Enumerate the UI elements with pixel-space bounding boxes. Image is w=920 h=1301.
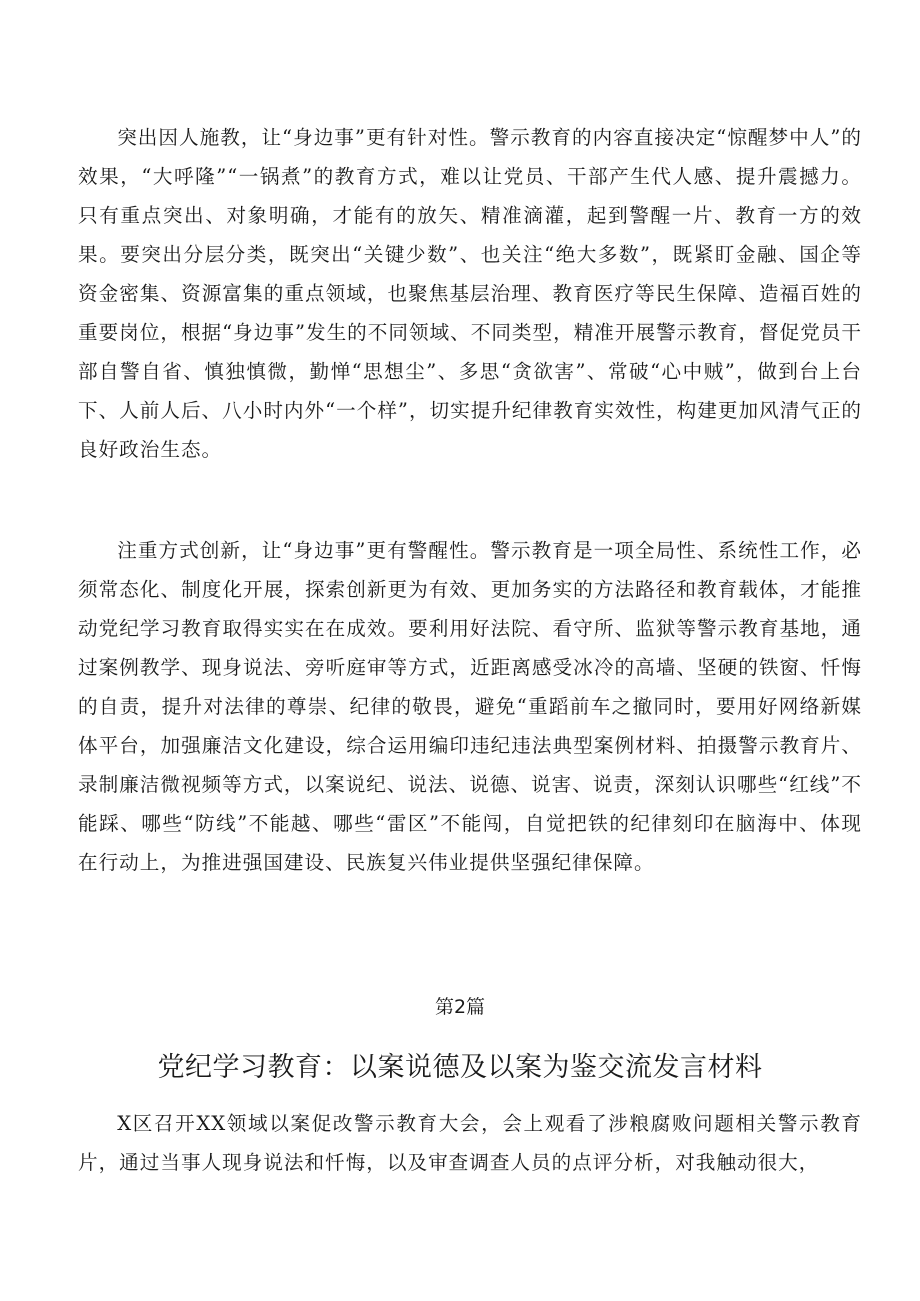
body-paragraph-2: 注重方式创新，让“身边事”更有警醒性。警示教育是一项全局性、系统性工作，必须常态化、制度化开展，探索创新更为有效、更加务实的方法路径和教育载体，才能推动党纪学习教育取得实实在在成效。要利用好法院、看守所、监狱等警示教育基地，通过案例教学、现身说法、旁听庭审等方式，近距离感受冰冷的高墙、坚硬的铁窗、忏悔的自责，提升对法律的尊崇、纪律的敬畏，避免“重蹈前车之撤同时，要用好网络新媒体平台，加强廉洁文化建设，综合运用编印违纪违法典型案例材料、拍摄警示教育片、录制廉洁微视频等方式，以案说纪、说法、说德、说害、说责，深刻认识哪些“红线”不能踩、哪些“防线”不能越、哪些“雷区”不能闯，自觉把铁的纪律刻印在脑海中、体现在行动上，为推进强国建设、民族复兴伟业提供坚强纪律保障。 bbox=[78, 539, 863, 874]
article-title: 党纪学习教育：以案说德及以案为鉴交流发言材料 bbox=[157, 1052, 763, 1083]
body-paragraph-1: 突出因人施教，让“身边事”更有针对性。警示教育的内容直接决定“惊醒梦中人”的效果，“大呼隆”“一锅煮”的教育方式，难以让党员、干部产生代人感、提升震撼力。只有重点突出、对象明确，才能有的放矢、精准滴灌，起到警醒一片、教育一方的效果。要突出分层分类，既突出“关键少数”、也关注“绝大多数”，既紧盯金融、国企等资金密集、资源富集的重点领域，也聚焦基层治理、教育医疗等民生保障、造福百姓的重要岗位，根据“身边事”发生的不同领域、不同类型，精准开展警示教育，督促党员干部自警自省、慎独慎微，勤惮“思想尘”、多思“贪欲害”、常破“心中贼”，做到台上台下、人前人后、八小时内外“一个样”，切实提升纪律教育实效性，构建更加风清气正的良好政治生态。 bbox=[78, 126, 863, 461]
article-first-paragraph: X区召开XX领域以案促改警示教育大会，会上观看了涉粮腐败问题相关警示教育片，通过当事人现身说法和忏悔，以及审查调查人员的点评分析，对我触动很大， bbox=[78, 1112, 862, 1174]
section-label: 第2篇 bbox=[434, 996, 486, 1018]
